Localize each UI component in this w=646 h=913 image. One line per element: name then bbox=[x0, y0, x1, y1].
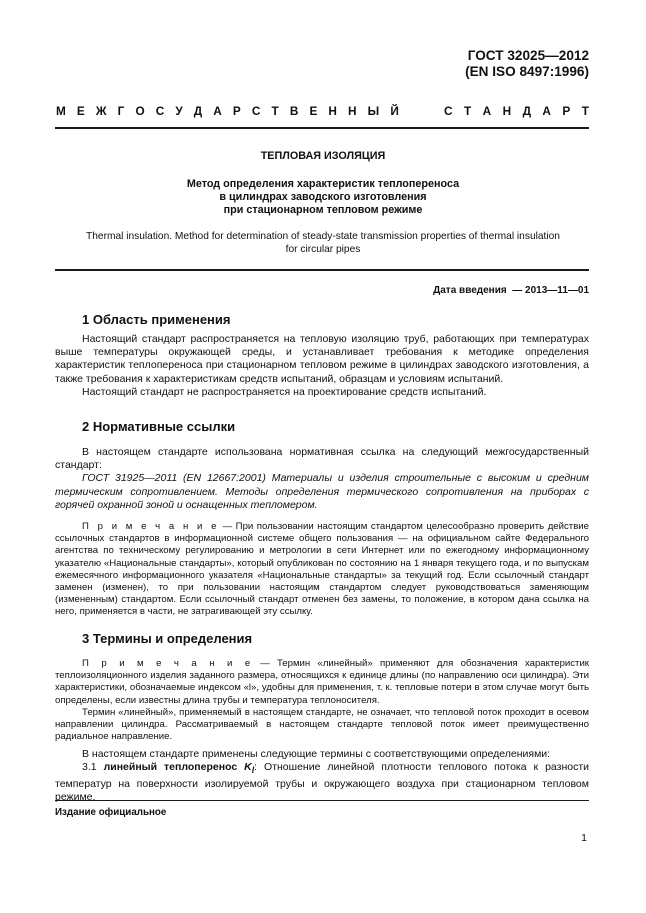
paragraph: В настоящем стандарте применены следующие термины с соответствующими определениями: bbox=[82, 748, 551, 760]
page-number: 1 bbox=[581, 832, 587, 844]
banner-letter: С bbox=[444, 104, 453, 118]
banner-letter: С bbox=[251, 104, 261, 118]
intro-date-label: Дата введения bbox=[433, 285, 507, 296]
banner-letter: Н bbox=[328, 104, 337, 118]
term-subscript: l bbox=[251, 765, 255, 776]
banner-letter: Р bbox=[562, 104, 571, 118]
banner-letter: О bbox=[135, 104, 145, 118]
official-edition-label: Издание официальное bbox=[55, 807, 167, 818]
footer-rule bbox=[55, 800, 589, 801]
section-2-heading: 2 Нормативные ссылки bbox=[82, 419, 236, 434]
note-text: Термин «линейный», применяемый в настоящем стандарте, не означает, что тепловой поток проходит в осевом направлении цилиндра. Рассматриваемый в настоящем стандарте тепловой поток имеет преимущественно радиальное направление. bbox=[55, 706, 589, 743]
term-definition-text: : Отношение линейной плотности теплового потока к разности температур на поверхности изолируемой трубы и окружающего воздуха при стационарном тепловом режиме. bbox=[55, 761, 590, 803]
banner-letter: Е bbox=[309, 104, 318, 118]
banner-letter: Д bbox=[193, 104, 203, 118]
banner-letter: А bbox=[213, 104, 222, 118]
section-3-note bbox=[55, 658, 589, 743]
section-1-body bbox=[55, 333, 589, 399]
document-subtitle bbox=[0, 178, 646, 218]
banner-letter: А bbox=[482, 104, 492, 118]
english-title: Thermal insulation. Method for determination of steady-state transmission properties of thermal insulation for circular pipes bbox=[86, 231, 560, 255]
header-rule bbox=[55, 127, 589, 129]
term-definition bbox=[55, 761, 589, 804]
section-1-heading: 1 Область применения bbox=[82, 312, 231, 327]
interstate-standard-banner bbox=[56, 104, 589, 118]
banner-letter: Р bbox=[232, 104, 241, 118]
term-number: 3.1 bbox=[82, 761, 97, 774]
banner-letter: Ы bbox=[367, 104, 380, 118]
banner-letter: М bbox=[56, 104, 66, 118]
standard-number: ГОСТ 32025—2012 bbox=[467, 48, 589, 63]
banner-letter: А bbox=[542, 104, 551, 118]
banner-letter: Т bbox=[581, 104, 589, 118]
section-3-heading: 3 Термины и определения bbox=[82, 631, 253, 646]
standard-equivalent: (EN ISO 8497:1996) bbox=[465, 64, 589, 79]
banner-letter: Е bbox=[76, 104, 85, 118]
subtitle-line: в цилиндрах заводского изготовления bbox=[219, 191, 427, 204]
introduction-date bbox=[433, 285, 589, 296]
subtitle-line: Метод определения характеристик теплопереноса bbox=[186, 178, 460, 190]
banner-word-standard bbox=[444, 104, 589, 118]
document-title: ТЕПЛОВАЯ ИЗОЛЯЦИЯ bbox=[260, 150, 386, 162]
banner-letter: В bbox=[289, 104, 299, 118]
banner-letter: Ж bbox=[95, 104, 107, 118]
banner-letter: Т bbox=[271, 104, 279, 118]
term-name: линейный теплоперенос bbox=[103, 761, 238, 774]
paragraph: Настоящий стандарт не распространяется на проектирование средств испытаний. bbox=[82, 385, 487, 398]
intro-date-value: — 2013—11—01 bbox=[512, 285, 589, 296]
banner-letter: Н bbox=[348, 104, 357, 118]
note-label: П р и м е ч а н и е bbox=[82, 658, 253, 669]
banner-letter: Й bbox=[390, 104, 399, 118]
banner-letter: Н bbox=[502, 104, 512, 118]
section-2-body bbox=[55, 446, 589, 512]
banner-letter: Д bbox=[522, 104, 531, 118]
term-symbol: K bbox=[244, 761, 252, 774]
banner-letter: У bbox=[175, 104, 183, 118]
note-label: П р и м е ч а н и е bbox=[82, 521, 220, 532]
banner-word-interstate bbox=[56, 104, 399, 118]
banner-letter: Т bbox=[463, 104, 472, 118]
standard-designation bbox=[465, 48, 589, 80]
note-text: — Термин «линейный» применяют для обозначения характеристик теплоизоляционного изделия заданного размера, относящихся к единице длины (по направлению оси цилиндра). Эти характеристики, обозначаемые индексом «l», удобны для применения, т. к. тепловые потери в этом случае могут быть определены, если известны длина трубы и температура теплоносителя. bbox=[55, 658, 590, 706]
note-text: — При пользовании настоящим стандартом целесообразно проверить действие ссылочных стандартов в информационной системе общего пользования — на официальном сайте Федерального агентства по техническому регулированию и метрологии в сети Интернет или по ежегодному информационному указателю «Национальные стандарты», который опубликован по состоянию на 1 января текущего года, и по выпускам ежемесячного информационного указателя «Национальные стандарты» за текущий год. Если ссылочный стандарт заменен (изменен), то при пользовании настоящим стандартом следует руководствоваться заменяющим (измененным) стандартом. Если ссылочный стандарт отменен без замены, то положение, в котором дана ссылка на него, применяется в части, не затрагивающей эту ссылку. bbox=[55, 521, 589, 618]
normative-reference: ГОСТ 31925—2011 (EN 12667:2001) Материалы и изделия строительные с высоким и средним термическим сопротивлением. Методы определения термического сопротивления на приборах с горячей охранной зоной и оснащенных тепломером. bbox=[55, 472, 589, 511]
paragraph: Настоящий стандарт распространяется на тепловую изоляцию труб, работающих при температурах выше температуры окружающей среды, и устанавливает требования к методике определения характеристик теплопереноса при стационарном тепловом режиме в цилиндрах заводского изготовления, а также требования к характеристикам средств испытаний, образцам и условиям испытаний. bbox=[55, 333, 589, 385]
title-rule bbox=[55, 269, 589, 271]
section-3-body bbox=[55, 748, 589, 804]
subtitle-line: при стационарном тепловом режиме bbox=[223, 204, 423, 217]
banner-letter: Г bbox=[117, 104, 125, 118]
banner-letter: С bbox=[155, 104, 165, 118]
section-2-note bbox=[55, 521, 589, 619]
paragraph: В настоящем стандарте использована нормативная ссылка на следующий межгосударственный стандарт: bbox=[55, 446, 589, 472]
